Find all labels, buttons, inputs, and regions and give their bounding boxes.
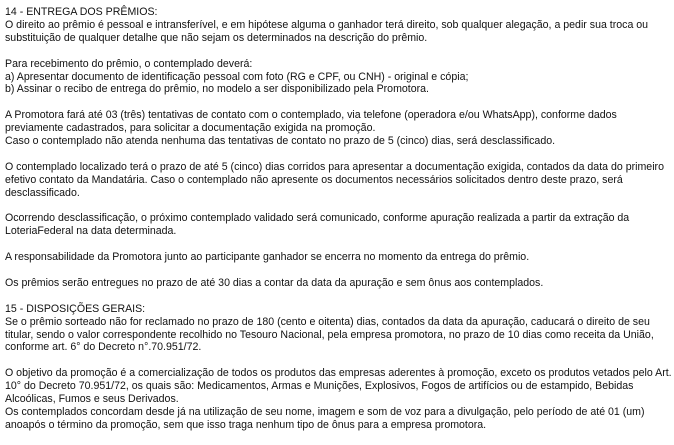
text-line: previamente cadastrados, para solicitar a documentação exigida na promoção. bbox=[5, 122, 376, 135]
text-line: A responsabilidade da Promotora junto ao participante ganhador se encerra no momento da entrega do prêmio. bbox=[5, 251, 530, 264]
paragraph bbox=[5, 277, 671, 290]
text-line: anoapós o término da promoção, sem que isso traga nenhum tipo de ônus para a empresa promotora. bbox=[5, 418, 487, 431]
section-entrega-dos-premios bbox=[5, 6, 671, 290]
section-heading: 15 - DISPOSIÇÕES GERAIS: bbox=[5, 302, 146, 315]
text-line: O contemplado localizado terá o prazo de até 5 (cinco) dias corridos para apresentar a documentação exigida, contados da data do primeiro bbox=[5, 160, 664, 173]
text-line: Ocorrendo desclassificação, o próximo contemplado validado será comunicado, conforme apuração realizada a partir da extração da bbox=[5, 212, 630, 225]
text-line: Caso o contemplado não atenda nenhuma das tentativas de contato no prazo de 5 (cinco) dias, será desclassificado. bbox=[5, 135, 556, 148]
text-line: 10° do Decreto 70.951/72, os quais são: Medicamentos, Armas e Munições, Explosivos, Fogos de artifícios ou de estampido, Bebidas bbox=[5, 380, 634, 393]
section-heading: 14 - ENTREGA DOS PRÊMIOS: bbox=[5, 6, 158, 18]
paragraph bbox=[5, 367, 671, 432]
section-disposicoes-gerais bbox=[5, 303, 671, 432]
paragraph bbox=[5, 109, 671, 148]
list-item: a) Apresentar documento de identificação pessoal com foto (RG e CPF, ou CNH) - original e cópia; bbox=[5, 70, 469, 83]
text-line: Os contemplados concordam desde já na utilização de seu nome, imagem e som de voz para a divulgação, pelo período de até 01 (um) bbox=[5, 405, 645, 418]
text-line: A Promotora fará até 03 (três) tentativas de contato com o contemplado, via telefone (operadora e/ou WhatsApp), conforme dados bbox=[5, 109, 617, 122]
paragraph bbox=[5, 212, 671, 238]
text-line: O direito ao prêmio é pessoal e intransferível, e em hipótese alguma o ganhador terá direito, sob qualquer alegação, a pedir sua troca ou bbox=[5, 18, 649, 31]
paragraph bbox=[5, 251, 671, 264]
text-line: desclassificado. bbox=[5, 186, 80, 199]
paragraph bbox=[5, 58, 671, 97]
text-line: LoteriaFederal na data determinada. bbox=[5, 225, 177, 238]
text-line: O objetivo da promoção é a comercialização de todos os produtos das empresas aderentes à promoção, exceto os produtos vetados pelo Art. bbox=[5, 367, 672, 380]
text-line: Se o prêmio sorteado não for reclamado no prazo de 180 (cento e oitenta) dias, contados da data da apuração, caducará o direito de seu bbox=[5, 315, 650, 328]
text-line: conforme art. 6° do Decreto n°.70.951/72. bbox=[5, 341, 202, 354]
paragraph bbox=[5, 161, 671, 200]
list-item: b) Assinar o recibo de entrega do prêmio, no modelo a ser disponibilizado pela Promotora. bbox=[5, 83, 429, 96]
text-line: Para recebimento do prêmio, o contemplado deverá: bbox=[5, 57, 253, 70]
paragraph bbox=[5, 6, 671, 45]
text-line: Alcoólicas, Fumos e seus Derivados. bbox=[5, 393, 179, 406]
paragraph bbox=[5, 303, 671, 355]
text-line: Os prêmios serão entregues no prazo de até 30 dias a contar da data da apuração e sem ônus aos contemplados. bbox=[5, 276, 544, 289]
document-body bbox=[5, 6, 671, 445]
text-line: substituição de qualquer detalhe que não sejam os determinados na descrição do prêmio. bbox=[5, 31, 428, 44]
text-line: titular, sendo o valor correspondente recolhido no Tesouro Nacional, pela empresa promotora, no prazo de 10 dias como receita da União, bbox=[5, 328, 654, 341]
text-line: efetivo contato da Mandatária. Caso o contemplado não apresente os documentos necessários solicitados dentro deste prazo, será bbox=[5, 173, 623, 186]
